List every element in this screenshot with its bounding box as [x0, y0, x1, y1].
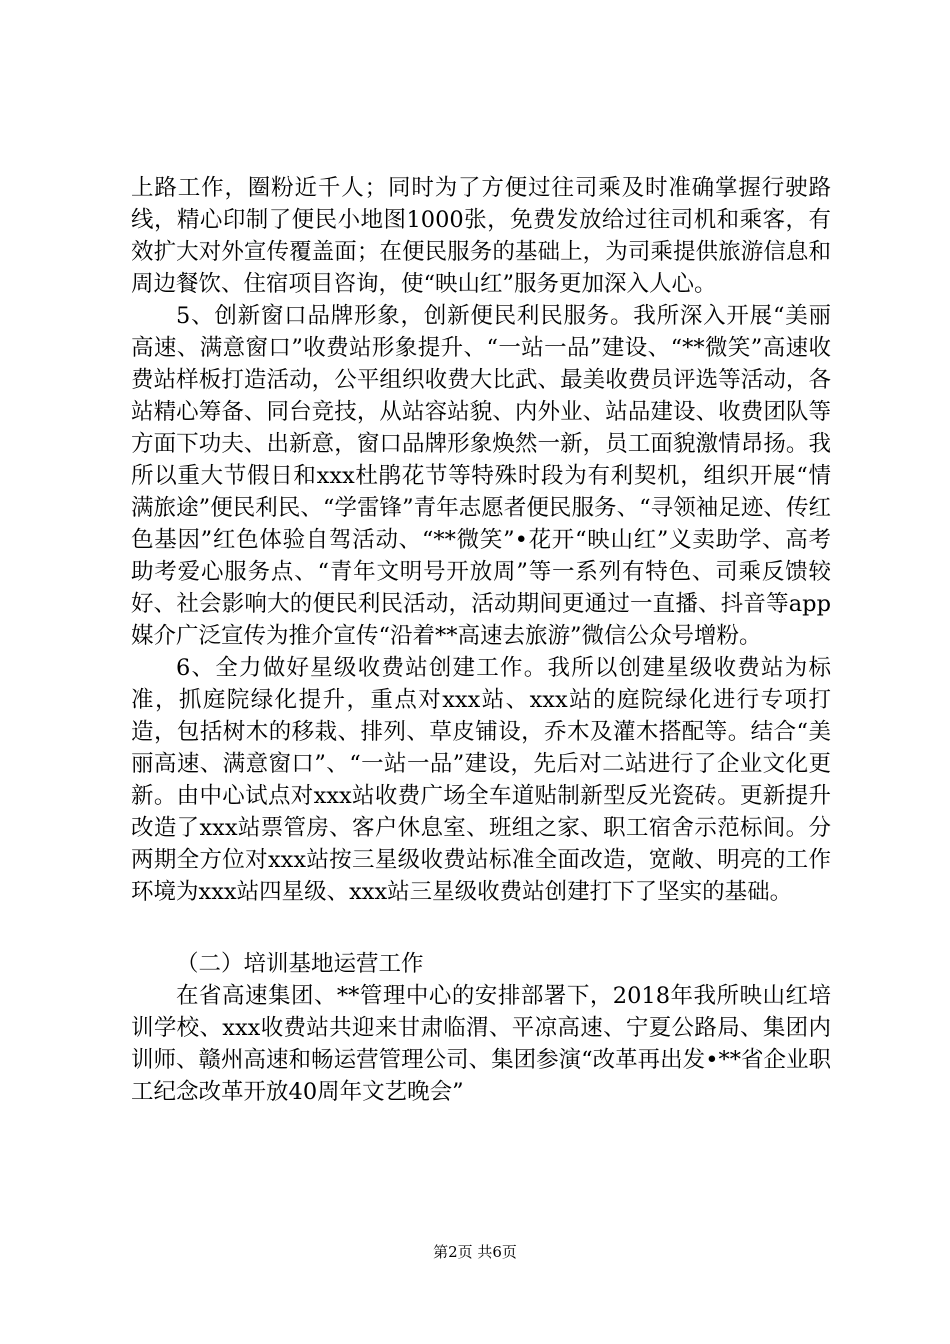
- paragraph-item-5: 5、创新窗口品牌形象，创新便民利民服务。我所深入开展“美丽高速、满意窗口”收费站形象提升、“一站一品”建设、“**微笑”高速收费站样板打造活动，公平组织收费大比武、最美收费员评选等活动，各站精心筹备、同台竞技，从站容站貌、内外业、站品建设、收费团队等方面下功夫、出新意，窗口品牌形象焕然一新，员工面貌激情昂扬。我所以重大节假日和xxx杜鹃花节等特殊时段为有利契机，组织开展“情满旅途”便民利民、“学雷锋”青年志愿者便民服务、“寻领袖足迹、传红色基因”红色体验自驾活动、“**微笑”•花开“映山红”义卖助学、高考助考爱心服务点、“青年文明号开放周”等一系列有特色、司乘反馈较好、社会影响大的便民利民活动，活动期间更通过一直播、抖音等app媒介广泛宣传为推介宣传“沿着**高速去旅游”微信公众号增粉。: [131, 303, 831, 649]
- paragraph-continuation: 上路工作，圈粉近千人；同时为了方便过往司乘及时准确掌握行驶路线，精心印制了便民小地图1000张，免费发放给过往司机和乘客，有效扩大对外宣传覆盖面；在便民服务的基础上，为司乘提供旅游信息和周边餐饮、住宿项目咨询，使“映山红”服务更加深入人心。: [131, 175, 831, 297]
- page-footer: 第2页 共6页: [433, 1243, 517, 1261]
- paragraph-item-6: 6、全力做好星级收费站创建工作。我所以创建星级收费站为标准，抓庭院绿化提升，重点对xxx站、xxx站的庭院绿化进行专项打造，包括树木的移栽、排列、草皮铺设，乔木及灌木搭配等。结合“美丽高速、满意窗口”、“一站一品”建设，先后对二站进行了企业文化更新。由中心试点对xxx站收费广场全车道贴制新型反光瓷砖。更新提升改造了xxx站票管房、客户休息室、班组之家、职工宿舍示范标间。分两期全方位对xxx站按三星级收费站标准全面改造，宽敞、明亮的工作环境为xxx站四星级、xxx站三星级收费站创建打下了坚实的基础。: [131, 655, 831, 905]
- section-paragraph: 在省高速集团、**管理中心的安排部署下，2018年我所映山红培训学校、xxx收费站共迎来甘肃临渭、平凉高速、宁夏公路局、集团内训师、赣州高速和畅运营管理公司、集团参演“改革再出发•**省企业职工纪念改革开放40周年文艺晚会”: [131, 983, 831, 1105]
- document-body: [131, 172, 831, 1108]
- section-heading: （二）培训基地运营工作: [176, 951, 424, 977]
